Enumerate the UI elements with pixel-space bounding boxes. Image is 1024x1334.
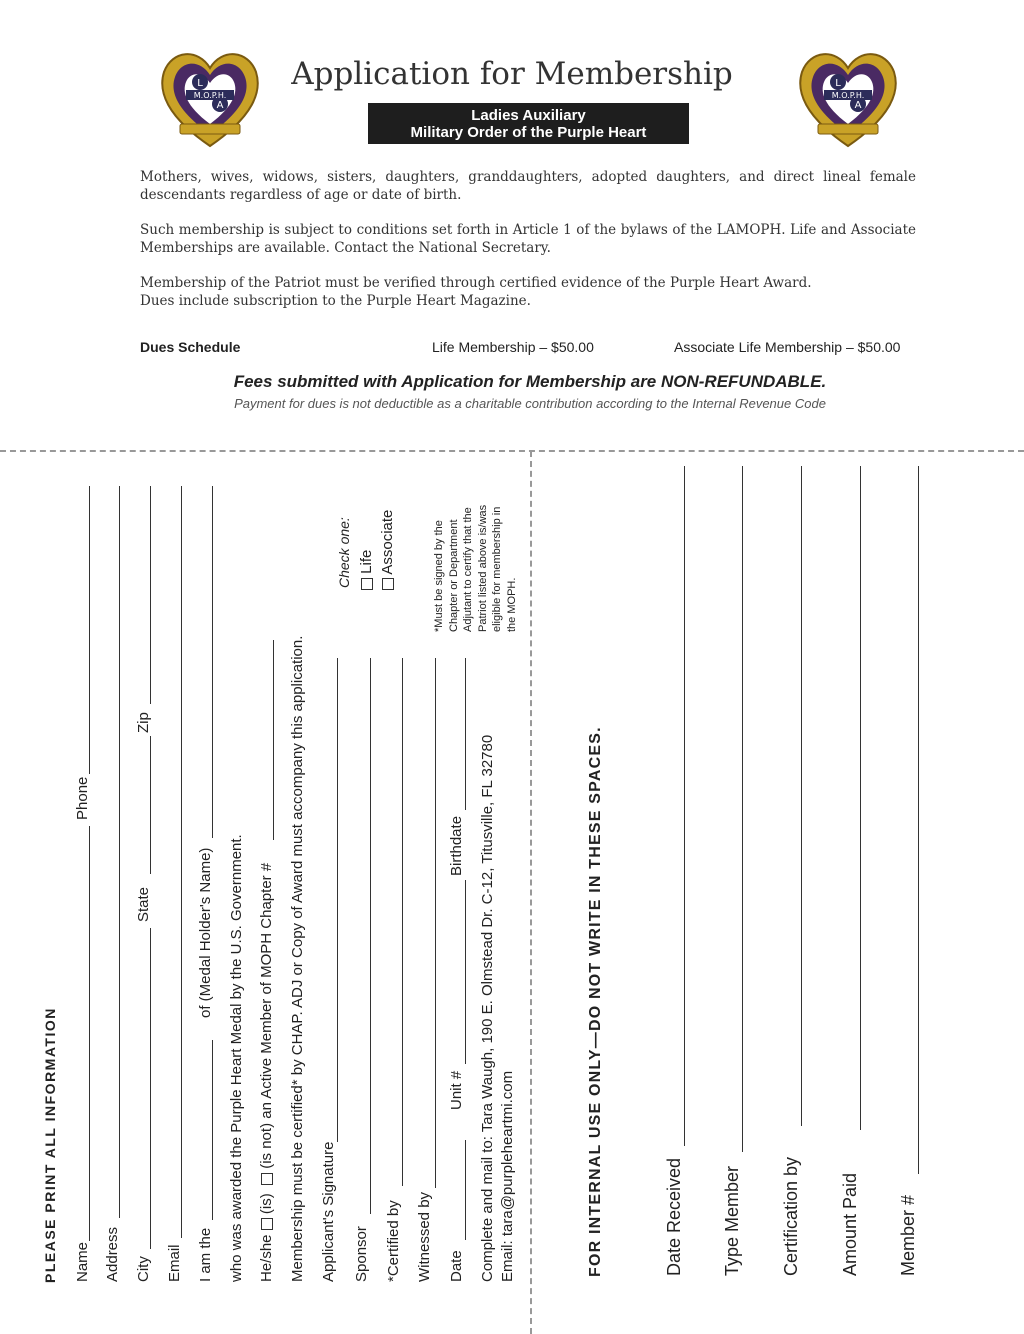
unit-label: Unit # xyxy=(448,1070,465,1110)
life-label: Life xyxy=(358,549,375,574)
associate-label: Associate xyxy=(379,509,396,575)
org-banner xyxy=(368,103,689,144)
eligibility-paragraph: Mothers, wives, widows, sisters, daughters, granddaughters, adopted daughters, and direct lineal female descendants regardless of age or date of birth. xyxy=(140,169,916,203)
email-label: Email xyxy=(166,1244,183,1282)
applicant-signature-field[interactable] xyxy=(337,658,338,1142)
logo-left-letter-a: A xyxy=(216,100,224,111)
dues-schedule-label: Dues Schedule xyxy=(140,339,241,355)
name-field[interactable] xyxy=(89,826,90,1241)
city-label: City xyxy=(135,1256,152,1282)
certification-by-field[interactable] xyxy=(801,466,802,1126)
member-number-label: Member # xyxy=(898,1194,918,1276)
payment-notice: Payment for dues is not deductible as a charitable contribution according to the Internal Revenue Code xyxy=(234,396,826,411)
phone-label: Phone xyxy=(74,776,91,820)
footnote-line: Adjutant to certify that the xyxy=(462,507,474,632)
associate-checkbox[interactable] xyxy=(382,578,394,590)
certification-by-label: Certification by xyxy=(781,1156,801,1276)
date-field[interactable] xyxy=(465,1140,466,1240)
check-one-label: Check one: xyxy=(336,517,352,588)
i-am-the-label: I am the xyxy=(197,1227,214,1282)
verification-line-1: Membership of the Patriot must be verified through certified evidence of the Purple Heart Award. xyxy=(140,275,812,291)
witnessed-by-field[interactable] xyxy=(435,658,436,1188)
associate-option[interactable] xyxy=(379,510,396,590)
he-she-label: He/she xyxy=(258,1234,275,1282)
cut-line-horizontal xyxy=(0,450,1024,452)
verification-line-2: Dues include subscription to the Purple Heart Magazine. xyxy=(140,293,531,309)
is-not-label: (is not) an Active Member of MOPH Chapter # xyxy=(258,862,275,1169)
amount-paid-label: Amount Paid xyxy=(840,1172,860,1276)
certification-footnote xyxy=(432,505,519,632)
type-member-field[interactable] xyxy=(742,466,743,1152)
date-label: Date xyxy=(448,1250,465,1282)
type-member-label: Type Member xyxy=(722,1165,742,1276)
is-label: (is) xyxy=(258,1193,275,1215)
amount-paid-field[interactable] xyxy=(860,466,861,1130)
logo-right-moph: M.O.P.H. xyxy=(831,91,865,100)
address-label: Address xyxy=(104,1226,121,1282)
footnote-line: Patriot listed above is/was xyxy=(476,504,489,632)
date-received-label: Date Received xyxy=(664,1157,684,1276)
logo-left-moph: M.O.P.H. xyxy=(193,91,227,100)
relationship-field[interactable] xyxy=(212,1040,213,1220)
zip-field[interactable] xyxy=(150,486,151,704)
email-field[interactable] xyxy=(181,486,182,1238)
certified-by-field[interactable] xyxy=(402,658,403,1186)
dues-life: Life Membership – $50.00 xyxy=(432,339,594,355)
footnote-line: Chapter or Department xyxy=(447,519,460,632)
internal-use-heading: FOR INTERNAL USE ONLY—DO NOT WRITE IN THESE SPACES. xyxy=(587,726,604,1277)
banner-line-2: Military Order of the Purple Heart xyxy=(410,124,647,141)
logo-right-letter-a: A xyxy=(854,100,862,111)
chapter-number-field[interactable] xyxy=(273,640,274,840)
name-label: Name xyxy=(74,1241,91,1282)
footnote-line: *Must be signed by the xyxy=(433,520,445,632)
city-field[interactable] xyxy=(150,928,151,1249)
cut-line-vertical xyxy=(530,451,532,1334)
life-option[interactable] xyxy=(358,550,375,590)
unit-field[interactable] xyxy=(465,880,466,1064)
form-heading: PLEASE PRINT ALL INFORMATION xyxy=(42,1007,58,1283)
birthdate-label: Birthdate xyxy=(448,815,465,876)
active-member-statement xyxy=(258,863,275,1282)
page-title: Application for Membership xyxy=(291,56,733,92)
certified-by-label: *Certified by xyxy=(385,1200,402,1282)
is-not-checkbox[interactable] xyxy=(261,1173,273,1185)
medal-holder-label: of (Medal Holder's Name) xyxy=(197,847,214,1018)
verification-paragraph xyxy=(140,274,916,310)
address-field[interactable] xyxy=(119,486,120,1218)
certification-requirement: Membership must be certified* by CHAP. ADJ or Copy of Award must accompany this application. xyxy=(289,635,306,1282)
footnote-line: eligible for membership in xyxy=(491,506,503,632)
footnote-line: the MOPH. xyxy=(505,577,518,632)
mail-to-email: Email: tara@purpleheartmi.com xyxy=(499,1070,516,1282)
sponsor-field[interactable] xyxy=(370,658,371,1214)
membership-conditions-paragraph: Such membership is subject to conditions set forth in Article 1 of the bylaws of the LAMOPH. Life and Associate Memberships are available. Contact the National Secretary. xyxy=(140,222,916,256)
date-received-field[interactable] xyxy=(684,466,685,1146)
witnessed-by-label: Witnessed by xyxy=(416,1191,433,1282)
phone-field[interactable] xyxy=(89,486,90,774)
state-field[interactable] xyxy=(150,736,151,874)
awarded-statement: who was awarded the Purple Heart Medal by the U.S. Government. xyxy=(228,834,245,1282)
state-label: State xyxy=(135,886,152,922)
member-number-field[interactable] xyxy=(918,466,919,1174)
mail-to-address: Complete and mail to: Tara Waugh, 190 E. Olmstead Dr. C-12, Titusville, FL 32780 xyxy=(479,734,496,1282)
fees-nonrefundable-notice: Fees submitted with Application for Membership are NON-REFUNDABLE. xyxy=(233,372,827,391)
dues-associate: Associate Life Membership – $50.00 xyxy=(674,339,901,355)
logo-right-letter-l: L xyxy=(835,78,841,89)
applicant-signature-label: Applicant's Signature xyxy=(320,1141,337,1282)
is-checkbox[interactable] xyxy=(261,1218,273,1230)
medal-holder-field[interactable] xyxy=(212,486,213,838)
sponsor-label: Sponsor xyxy=(353,1226,370,1282)
zip-label: Zip xyxy=(135,712,152,733)
logo-left-letter-l: L xyxy=(197,78,203,89)
banner-line-1: Ladies Auxiliary xyxy=(471,107,586,124)
life-checkbox[interactable] xyxy=(361,578,373,590)
birthdate-field[interactable] xyxy=(465,658,466,810)
